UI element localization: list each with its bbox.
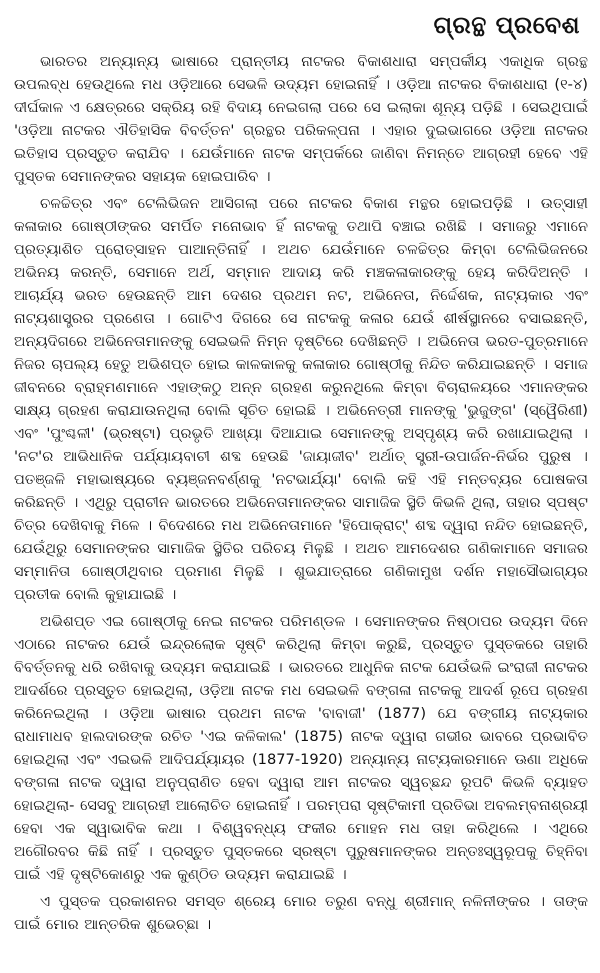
paragraph-2: ଚଳଚ୍ଚିତ୍ର ଏବଂ ଟେଲିଭିଜନ ଆସିଗଲା ପରେ ନାଟକର ବିକାଶ ମନ୍ଥର ହୋଇପଡ଼ିଛି । ଉତ୍ସାହୀ କଳାକାର ଗୋଷ୍ଠୀଙ୍କର ସମର୍ପିତ ମନୋଭାବ ହିଁ ନାଟକକୁ ତଥାପି ବଞ୍ଚାଇ ରଖିଛି । ସମାଜରୁ ଏମାନେ ପ୍ରତ୍ୟାଶିତ ପ୍ରୋତ୍ସାହନ ପାଆନ୍ତିନାହିଁ । ଅଥଚ ଯେଉଁମାନେ ଚଳଚ୍ଚିତ୍ର କିମ୍ବା ଟେଲିଭିଜନରେ ଅଭିନୟ କରନ୍ତି, ସେମାନେ ଅର୍ଥ, ସମ୍ମାନ ଆଦାୟ କରି ମଞ୍ଚକଳାକାରଙ୍କୁ ହେୟ କରିଦିଅନ୍ତି । ଆଚାର୍ଯ୍ୟ ଭରତ ହେଉଛନ୍ତି ଆମ ଦେଶର ପ୍ରଥମ ନଟ, ଅଭିନେତା, ନିର୍ଦ୍ଦେଶକ, ନାଟ୍ୟକାର ଏବଂ ନାଟ୍ୟଶାସ୍ତ୍ରର ପ୍ରଣେତା । ଗୋଟିଏ ଦିଗରେ ସେ ନାଟକକୁ କଳାର ଯେଉଁ ଶୀର୍ଷସ୍ଥାନରେ ବସାଇଛନ୍ତି, ଅନ୍ୟଦିଗରେ ଅଭିନେତାମାନଙ୍କୁ ସେଇଭଳି ନିମ୍ନ ଦୃଷ୍ଟିରେ ଦେଖିଛନ୍ତି । ଅଭିନେତା ଭରତ-ପୁତ୍ରମାନେ ନିଜର ଚାପଲ୍ୟ ହେତୁ ଅଭିଶପ୍ତ ହୋଇ କାଳକାଳକୁ କଳାକାର ଗୋଷ୍ଠୀକୁ ନିନ୍ଦିତ କରିଯାଇଛନ୍ତି । ସମାଜ ଜୀବନରେ ବ୍ରାହ୍ମଣମାନେ ଏହାଙ୍କଠୁ ଅନ୍ନ ଗ୍ରହଣ କରୁନଥିଲେ କିମ୍ବା ବିଚାରାଳୟରେ ଏମାନଙ୍କର ସାକ୍ଷ୍ୟ ଗ୍ରହଣ କରାଯାଉନଥିଲା ବୋଲି ସୂଚିତ ହୋଇଛି । ଅଭିନେତ୍ରୀ ମାନଙ୍କୁ 'ଭୁଜୁଙ୍ଗ' (ସ୍ୱୈରିଣୀ) ଏବଂ 'ପୁଂଶ୍ଚଳୀ' (ଭ୍ରଷ୍ଟା) ପ୍ରଭୃତି ଆଖ୍ୟା ଦିଆଯାଇ ସେମାନଙ୍କୁ ଅସ୍ପୃଶ୍ୟ କରି ରଖାଯାଇଥିଲା । 'ନଟ'ର ଆଭିଧାନିକ ପର୍ଯ୍ୟାୟବାଚୀ ଶବ୍ଦ ହେଉଛି 'ଜାୟାଜୀବ' ଅର୍ଥାତ୍ ସ୍ତ୍ରୀ-ଉପାର୍ଜନ-ନିର୍ଭର ପୁରୁଷ । ପତଞ୍ଜଳି ମହାଭାଷ୍ୟରେ ବ୍ୟଞ୍ଜନବର୍ଣ୍ଣକୁ 'ନଟଭାର୍ଯ୍ୟା' ବୋଲି କହି ଏହି ମନ୍ତବ୍ୟର ପୋଷକତା କରିଛନ୍ତି । ଏଥିରୁ ପ୍ରାଚୀନ ଭାରତରେ ଅଭିନେତାମାନଙ୍କର ସାମାଜିକ ସ୍ଥିତି କିଭଳି ଥିଲା, ତାହାର ସ୍ପଷ୍ଟ ଚିତ୍ର ଦେଖିବାକୁ ମିଳେ । ବିଦେଶରେ ମଧ ଅଭିନେତାମାନେ 'ହିପୋକ୍ରାଟ୍' ଶବ୍ଦ ଦ୍ୱାରା ନନ୍ଦିତ ହୋଇଛନ୍ତି, ଯେଉଁଥିରୁ ସେମାନଙ୍କର ସାମାଜିକ ସ୍ଥିତିର ପରିଚୟ ମିଳୁଛି । ଅଥଚ ଆମଦେଶର ଗଣିକାମାନେ ସମାଜର ସମ୍ମାନିତା ଗୋଷ୍ଠୀଥିବାର ପ୍ରମାଣ ମିଳୁଛି । ଶୁଭଯାତ୍ରାରେ ଗଣିକାମୁଖ ଦର୍ଶନ ମହାସୌଭାଗ୍ୟର ପ୍ରତୀକ ବୋଲି କୁହାଯାଇଛି । (14, 195, 588, 603)
paragraph-4: ଏ ପୁସ୍ତକ ପ୍ରକାଶନର ସମସ୍ତ ଶ୍ରେୟ ମୋର ତରୁଣ ବନ୍ଧୁ ଶ୍ରୀମାନ୍ ନଳିନୀଙ୍କର । ତାଙ୍କ ପାଇଁ ମୋର ଆନ୍ତରିକ ଶୁଭେଚ୍ଛା । (14, 893, 588, 933)
paragraph-3: ଅଭିଶପ୍ତ ଏଇ ଗୋଷ୍ଠୀକୁ ନେଇ ନାଟକର ପରିମଣ୍ଡଳ । ସେମାନଙ୍କର ନିଷ୍ଠାପର ଉଦ୍ୟମ ଦିନେ ଏଠାରେ ନାଟକର ଯେଉଁ ଇନ୍ଦ୍ରଲୋକ ସୃଷ୍ଟି କରିଥିଲା କିମ୍ବା କରୁଛି, ପ୍ରସ୍ତୁତ ପୁସ୍ତକରେ ତାହାରି ବିବର୍ତ୍ତନକୁ ଧରି ରଖିବାକୁ ଉଦ୍ୟମ କରାଯାଇଛି । ଭାରତରେ ଆଧୁନିକ ନାଟକ ଯେଉଁଭଳି ଇଂରାଜୀ ନାଟକର ଆଦର୍ଶରେ ପ୍ରସ୍ତୁତ ହୋଇଥିଲା, ଓଡ଼ିଆ ନାଟକ ମଧ ସେଇଭଳି ବଙ୍ଗଳା ନାଟକକୁ ଆଦର୍ଶ ରୂପେ ଗ୍ରହଣ କରିନେଇଥିଲା । ଓଡ଼ିଆ ଭାଷାର ପ୍ରଥମ ନାଟକ 'ବାବାଜୀ' (1877) ଯେ ବଙ୍ଗୀୟ ନାଟ୍ୟକାର ରାଧାମାଧବ ହାଲଦାରଙ୍କ ରଚିତ 'ଏଇ କଳିକାଲ' (1875) ନାଟକ ଦ୍ୱାରା ଗଭୀର ଭାବରେ ପ୍ରଭାବିତ ହୋଇଥିଲା ଏବଂ ଏଇଭଳି ଆଦିପର୍ଯ୍ୟାୟର (1877-1920) ଅନ୍ୟାନ୍ୟ ନାଟ୍ୟକାରମାନେ ଊଣା ଅଧିକେ ବଙ୍ଗଳା ନାଟକ ଦ୍ୱାରା ଅନୁପ୍ରାଣିତ ହେବା ଦ୍ୱାରା ଆମ ନାଟକର ସ୍ୱଚ୍ଛନ୍ଦ ରୂପଟି କିଭଳି ବ୍ୟାହତ ହୋଇଥିଲା- ସେସବୁ ଆଗ୍ରହୀ ଆଲୋଚିତ ହୋଇନାହିଁ । ପରମ୍ପରା ସୃଷ୍ଟିକାମୀ ପ୍ରତିଭା ଅବଲମ୍ବନାଶ୍ରୟୀ ହେବା ଏକ ସ୍ୱାଭାବିକ କଥା । ବିଶ୍ୱବନ୍ଧ୍ୟ ଫକୀର ମୋହନ ମଧ ତାହା କରିଥିଲେ । ଏଥିରେ ଅଗୌରବର କିଛି ନାହିଁ । ପ୍ରସ୍ତୁତ ପୁସ୍ତକରେ ସ୍ରଷ୍ଟା ପୁରୁଷମାନଙ୍କର ଅନ୍ତଃସ୍ୱରୂପକୁ ଚିହ୍ନିବା ପାଇଁ ଏହି ଦୃଷ୍ଟିକୋଣରୁ ଏକ କୁଣ୍ଠିତ ଉଦ୍ୟମ କରାଯାଇଛି । (14, 613, 588, 883)
page-title: ଗ୍ରନ୍ଥ ପ୍ରବେଶ (433, 11, 580, 39)
document-page (14, 10, 588, 965)
paragraph-1: ଭାରତର ଅନ୍ୟାନ୍ୟ ଭାଷାରେ ପ୍ରାନ୍ତୀୟ ନାଟକର ବିକାଶଧାରା ସମ୍ପର୍କୀୟ ଏକାଧିକ ଗ୍ରନ୍ଥ ଉପଲବ୍ଧ ହେଉଥିଲେ ମଧ ଓଡ଼ିଆରେ ସେଭଳି ଉଦ୍ୟମ ହୋଇନାହିଁ । ଓଡ଼ିଆ ନାଟକର ବିକାଶଧାରା (୧-୪) ଦୀର୍ଘକାଳ ଏ କ୍ଷେତ୍ରରେ ସକ୍ରିୟ ରହି ବିଦାୟ ନେଇଗଲା ପରେ ସେ ଇଲାକା ଶୂନ୍ୟ ପଡ଼ିଛି । ସେଇଥିପାଇଁ 'ଓଡ଼ିଆ ନାଟକର ଐତିହାସିକ ବିବର୍ତ୍ତନ' ଗ୍ରନ୍ଥର ପରିକଳ୍ପନା । ଏହାର ଦୁଇଭାଗରେ ଓଡ଼ିଆ ନାଟକର ଇତିହାସ ପ୍ରସ୍ତୁତ କରାଯିବ । ଯେଉଁମାନେ ନାଟକ ସମ୍ପର୍କରେ ଜାଣିବା ନିମନ୍ତେ ଆଗ୍ରହୀ ହେବେ ଏହି ପୁସ୍ତକ ସେମାନଙ୍କର ସହାୟକ ହୋଇପାରିବ । (14, 53, 588, 185)
